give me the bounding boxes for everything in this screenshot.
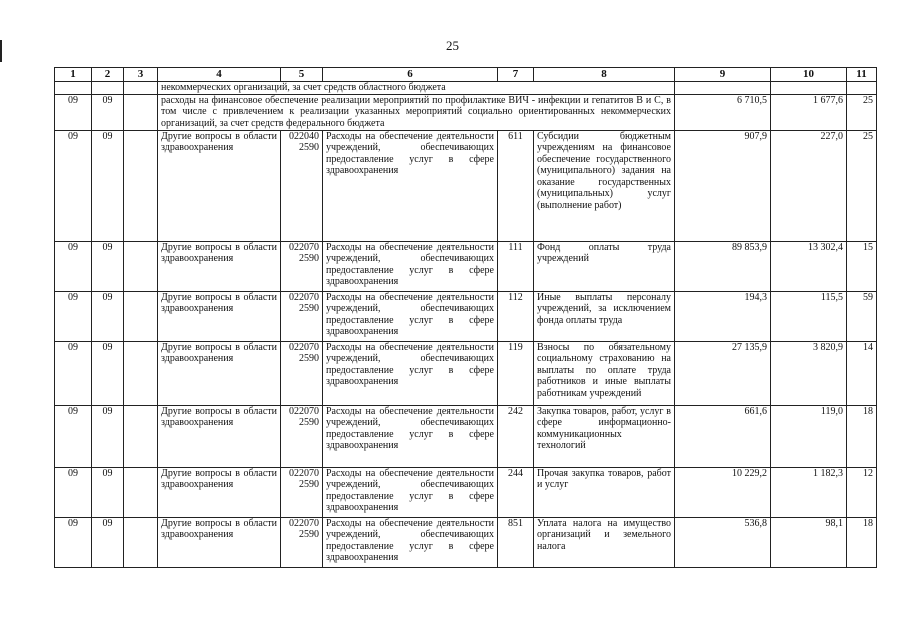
cell-empty: [124, 130, 158, 241]
cell-code: 022070 2590: [281, 517, 323, 567]
cell-type-code: 119: [498, 341, 534, 405]
cell-description: Расходы на обеспечение деятельности учреждений, обеспечивающих предоставление услуг в сфере здравоохранения: [323, 291, 498, 341]
cell-expense-type: Иные выплаты персоналу учреждений, за исключением фонда оплаты труда: [534, 291, 675, 341]
cell-expense-type: Прочая закупка товаров, работ и услуг: [534, 467, 675, 517]
table-row: [55, 241, 877, 291]
cell-type-code: 242: [498, 405, 534, 467]
cell-description: Расходы на обеспечение деятельности учреждений, обеспечивающих предоставление услуг в сфере здравоохранения: [323, 467, 498, 517]
cell-percent: 15: [847, 241, 877, 291]
cell-empty: [124, 241, 158, 291]
cell-amount: 661,6: [675, 405, 771, 467]
cell-description: Расходы на обеспечение деятельности учреждений, обеспечивающих предоставление услуг в сфере здравоохранения: [323, 130, 498, 241]
cell-subsection: 09: [92, 94, 124, 130]
cell-empty: [55, 82, 92, 95]
cell-subsection: 09: [92, 467, 124, 517]
cell-percent: 18: [847, 517, 877, 567]
cell-amount-2: 1 182,3: [771, 467, 847, 517]
cell-empty: [847, 82, 877, 95]
cell-empty: [124, 517, 158, 567]
budget-table: [54, 67, 877, 568]
cell-type-code: 112: [498, 291, 534, 341]
cell-amount-2: 115,5: [771, 291, 847, 341]
header-col-6: 6: [323, 68, 498, 82]
cell-type-code: 851: [498, 517, 534, 567]
cell-empty: [124, 94, 158, 130]
cell-amount-2: 3 820,9: [771, 341, 847, 405]
cell-code: 022070 2590: [281, 341, 323, 405]
cell-amount-2: 227,0: [771, 130, 847, 241]
spanning-text: расходы на финансовое обеспечение реализации мероприятий по профилактике ВИЧ - инфекции и гепатитов B и C, в том числе с привлечением к реализации указанных мероприятий социально ориентированных некоммерческих организаций, за счет средств федерального бюджета: [158, 94, 675, 130]
cell-type-code: 111: [498, 241, 534, 291]
column-number-header: [55, 68, 877, 82]
cell-percent: 25: [847, 130, 877, 241]
cell-expense-type: Субсидии бюджетным учреждениям на финансовое обеспечение государственного (муниципального) задания на оказание государственных (муниципальных) услуг (выполнение работ): [534, 130, 675, 241]
cell-section: 09: [55, 517, 92, 567]
cell-amount: 27 135,9: [675, 341, 771, 405]
cell-subsection: 09: [92, 241, 124, 291]
cell-expense-type: Уплата налога на имущество организаций и земельного налога: [534, 517, 675, 567]
cell-code: 022070 2590: [281, 467, 323, 517]
header-col-3: 3: [124, 68, 158, 82]
header-col-9: 9: [675, 68, 771, 82]
table-body: [55, 68, 877, 568]
cell-empty: [124, 405, 158, 467]
cell-section: 09: [55, 241, 92, 291]
table-row: [55, 405, 877, 467]
cell-description: Расходы на обеспечение деятельности учреждений, обеспечивающих предоставление услуг в сфере здравоохранения: [323, 517, 498, 567]
header-col-1: 1: [55, 68, 92, 82]
header-col-4: 4: [158, 68, 281, 82]
table-row: [55, 467, 877, 517]
table-row: [55, 291, 877, 341]
cell-type-code: 611: [498, 130, 534, 241]
cell-expense-type: Фонд оплаты труда учреждений: [534, 241, 675, 291]
table-row: [55, 341, 877, 405]
cell-type-code: 244: [498, 467, 534, 517]
header-col-5: 5: [281, 68, 323, 82]
cell-subsection: 09: [92, 517, 124, 567]
cell-code: 022040 2590: [281, 130, 323, 241]
cell-amount: 907,9: [675, 130, 771, 241]
cell-amount-2: 1 677,6: [771, 94, 847, 130]
cell-empty: [124, 82, 158, 95]
cell-subsection: 09: [92, 291, 124, 341]
cell-activity: Другие вопросы в области здравоохранения: [158, 405, 281, 467]
cell-section: 09: [55, 467, 92, 517]
cell-description: Расходы на обеспечение деятельности учреждений, обеспечивающих предоставление услуг в сфере здравоохранения: [323, 341, 498, 405]
cell-expense-type: Взносы по обязательному социальному страхованию на выплаты по оплате труда работников и иные выплаты работникам учреждений: [534, 341, 675, 405]
cell-amount: 10 229,2: [675, 467, 771, 517]
cell-amount: 6 710,5: [675, 94, 771, 130]
cell-percent: 59: [847, 291, 877, 341]
cell-activity: Другие вопросы в области здравоохранения: [158, 341, 281, 405]
cell-percent: 14: [847, 341, 877, 405]
cell-code: 022070 2590: [281, 405, 323, 467]
cell-section: 09: [55, 405, 92, 467]
cell-percent: 12: [847, 467, 877, 517]
cell-amount-2: 119,0: [771, 405, 847, 467]
cell-amount: 194,3: [675, 291, 771, 341]
cell-code: 022070 2590: [281, 291, 323, 341]
cell-activity: Другие вопросы в области здравоохранения: [158, 130, 281, 241]
header-col-2: 2: [92, 68, 124, 82]
cell-description: Расходы на обеспечение деятельности учреждений, обеспечивающих предоставление услуг в сфере здравоохранения: [323, 405, 498, 467]
cell-code: 022070 2590: [281, 241, 323, 291]
cell-empty: [92, 82, 124, 95]
cell-subsection: 09: [92, 405, 124, 467]
cell-activity: Другие вопросы в области здравоохранения: [158, 517, 281, 567]
cell-amount: 89 853,9: [675, 241, 771, 291]
cell-percent: 25: [847, 94, 877, 130]
cell-amount: 536,8: [675, 517, 771, 567]
cell-empty: [675, 82, 771, 95]
spanning-row: [55, 94, 877, 130]
cell-percent: 18: [847, 405, 877, 467]
header-col-11: 11: [847, 68, 877, 82]
cell-empty: [124, 467, 158, 517]
cell-empty: [124, 291, 158, 341]
cell-section: 09: [55, 94, 92, 130]
table-row: [55, 130, 877, 241]
cell-empty: [124, 341, 158, 405]
cell-description: Расходы на обеспечение деятельности учреждений, обеспечивающих предоставление услуг в сфере здравоохранения: [323, 241, 498, 291]
cell-section: 09: [55, 291, 92, 341]
page-number: 25: [446, 38, 459, 53]
cell-expense-type: Закупка товаров, работ, услуг в сфере информационно-коммуникационных технологий: [534, 405, 675, 467]
cell-subsection: 09: [92, 341, 124, 405]
table-row: [55, 517, 877, 567]
cell-amount-2: 98,1: [771, 517, 847, 567]
cell-activity: Другие вопросы в области здравоохранения: [158, 291, 281, 341]
cell-amount-2: 13 302,4: [771, 241, 847, 291]
cell-subsection: 09: [92, 130, 124, 241]
cell-empty: [771, 82, 847, 95]
cell-section: 09: [55, 130, 92, 241]
header-col-7: 7: [498, 68, 534, 82]
header-col-10: 10: [771, 68, 847, 82]
header-col-8: 8: [534, 68, 675, 82]
cell-activity: Другие вопросы в области здравоохранения: [158, 241, 281, 291]
cell-section: 09: [55, 341, 92, 405]
cell-activity: Другие вопросы в области здравоохранения: [158, 467, 281, 517]
continuation-text: некоммерческих организаций, за счет средств областного бюджета: [158, 82, 675, 95]
continuation-row: [55, 82, 877, 95]
